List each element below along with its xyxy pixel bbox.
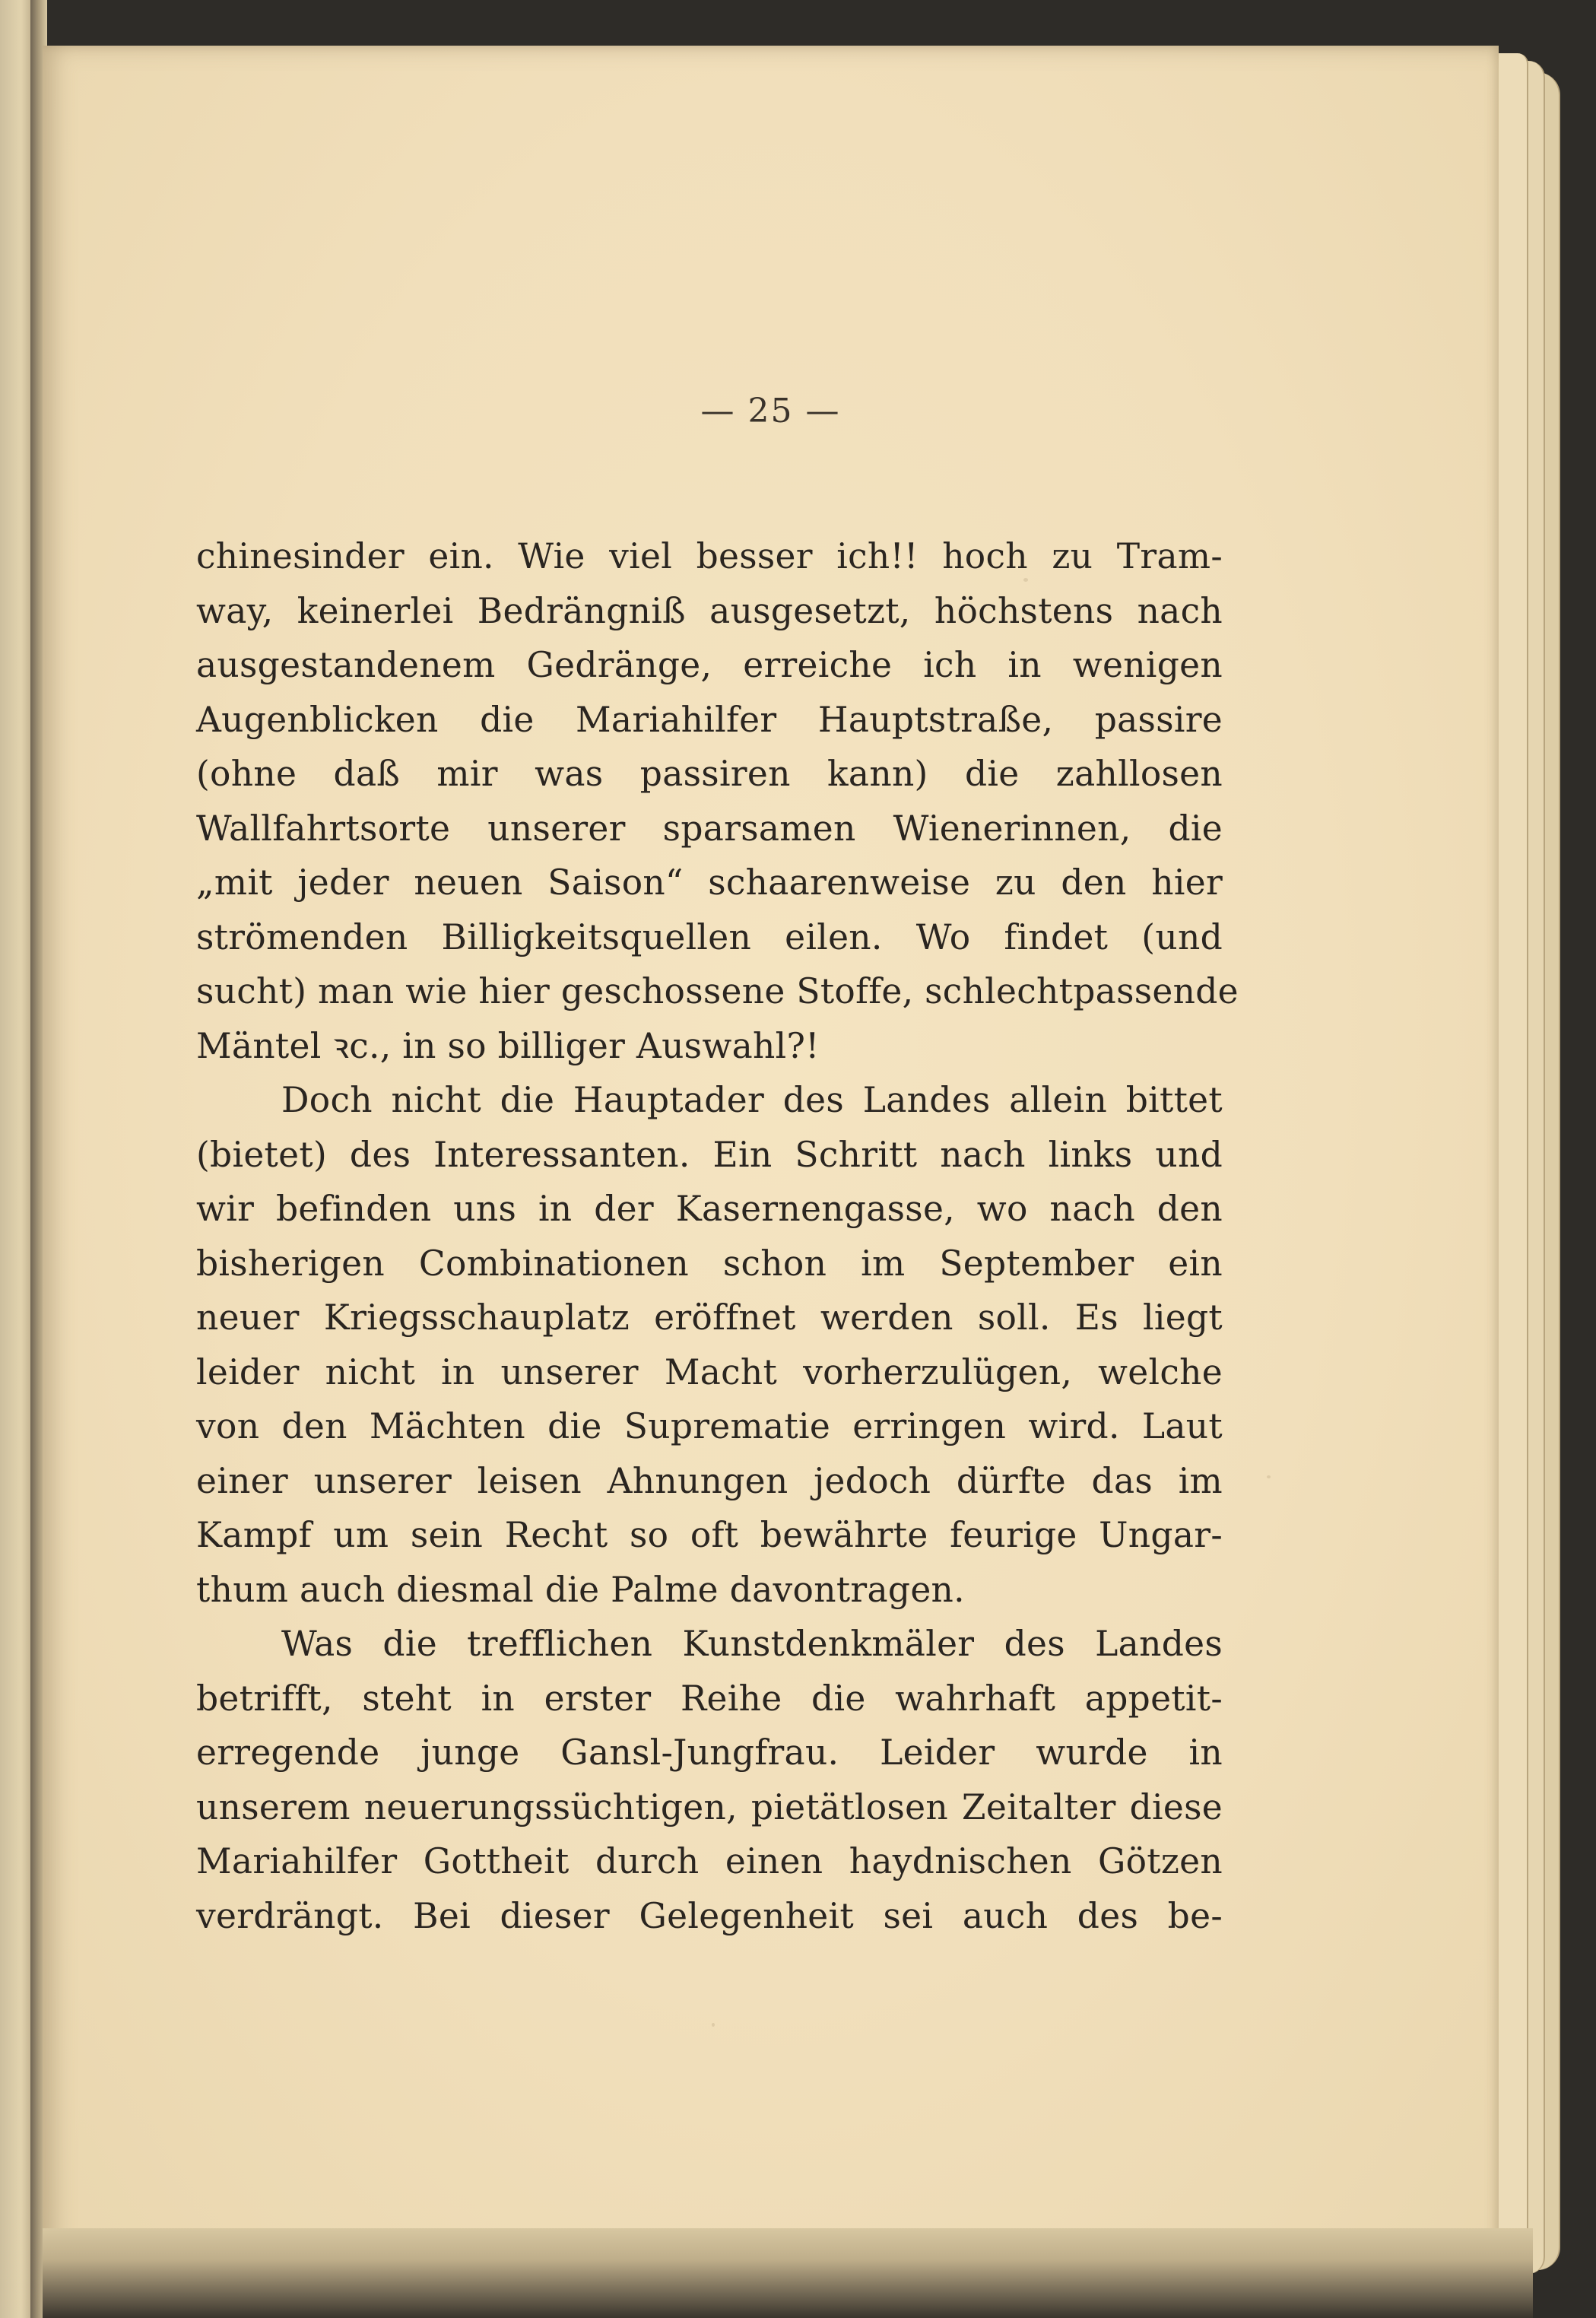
text-line: „mit jeder neuen Saison“ schaarenweise zu den hier xyxy=(196,862,1223,903)
text-line: Was die trefflichen Kunstdenkmäler des Landes xyxy=(281,1624,1223,1664)
paper-speck xyxy=(1267,1475,1271,1478)
text-line: verdrängt. Bei dieser Gelegenheit sei auch des be- xyxy=(196,1895,1223,1936)
text-line: einer unserer leisen Ahnungen jedoch dürfte das im xyxy=(196,1460,1223,1501)
book-page xyxy=(43,46,1499,2274)
text-line: Augenblicken die Mariahilfer Hauptstraße, passire xyxy=(196,699,1223,740)
text-line: sucht) man wie hier geschossene Stoffe, schlechtpassende xyxy=(196,971,1239,1011)
text-body xyxy=(196,529,1239,1943)
text-line: Kampf um sein Recht so oft bewährte feurige Ungar- xyxy=(196,1515,1223,1555)
text-line: way, keinerlei Bedrängniß ausgesetzt, höchstens nach xyxy=(196,590,1223,631)
text-line: (ohne daß mir was passiren kann) die zahllosen xyxy=(196,754,1223,794)
page-number: — 25 — xyxy=(700,392,841,430)
text-line: erregende junge Gansl-Jungfrau. Leider wurde in xyxy=(196,1732,1223,1773)
text-line: (bietet) des Interessanten. Ein Schritt nach links und xyxy=(196,1134,1223,1175)
text-line: neuer Kriegsschauplatz eröffnet werden soll. Es liegt xyxy=(196,1297,1223,1338)
text-line: von den Mächten die Suprematie erringen wird. Laut xyxy=(196,1406,1223,1446)
text-line: Mäntel ꝛc., in so billiger Auswahl?! xyxy=(196,1025,820,1066)
paper-speck xyxy=(712,2023,715,2027)
text-line: chinesinder ein. Wie viel besser ich!! hoch zu Tram- xyxy=(196,536,1223,576)
text-line: Doch nicht die Hauptader des Landes allein bittet xyxy=(281,1080,1223,1120)
text-line: leider nicht in unserer Macht vorherzulügen, welche xyxy=(196,1351,1223,1392)
text-line: Wallfahrtsorte unserer sparsamen Wienerinnen, die xyxy=(196,808,1223,849)
text-line: betrifft, steht in erster Reihe die wahrhaft appetit- xyxy=(196,1678,1223,1719)
text-line: unserem neuerungssüchtigen, pietätlosen Zeitalter diese xyxy=(196,1786,1223,1827)
text-line: wir befinden uns in der Kasernengasse, wo nach den xyxy=(196,1189,1223,1229)
text-line: bisherigen Combinationen schon im September ein xyxy=(196,1243,1223,1284)
text-line: strömenden Billigkeitsquellen eilen. Wo findet (und xyxy=(196,916,1223,957)
text-line: thum auch diesmal die Palme davontragen. xyxy=(196,1569,965,1610)
text-line: ausgestandenem Gedränge, erreiche ich in wenigen xyxy=(196,645,1223,685)
page-bottom-shadow xyxy=(43,2228,1533,2318)
text-line: Mariahilfer Gottheit durch einen haydnischen Götzen xyxy=(196,1841,1223,1881)
